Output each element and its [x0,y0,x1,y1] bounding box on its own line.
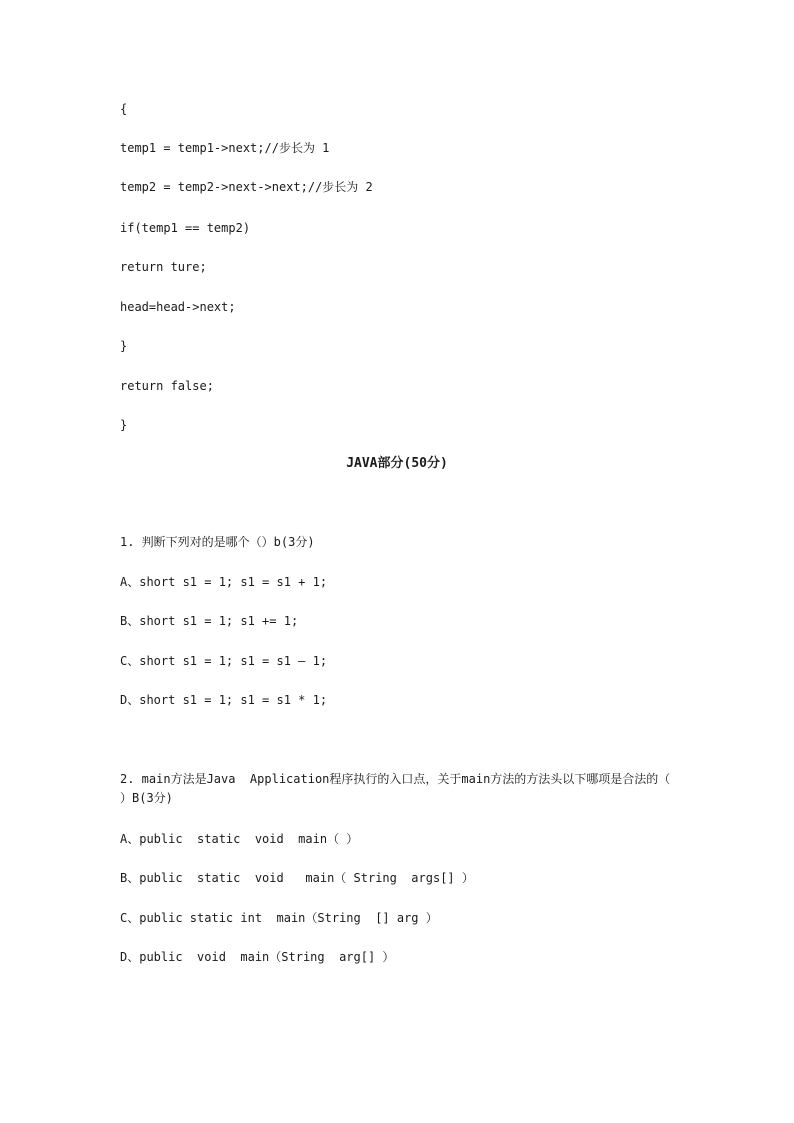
question-1-option-d: D、short s1 = 1; s1 = s1 * 1; [120,693,328,707]
question-2-stem: 2. main方法是Java Application程序执行的入口点，关于main方法的方法头以下哪项是合法的（ ）B(3分) [120,772,707,805]
question-1-option-a: A、short s1 = 1; s1 = s1 + 1; [120,575,328,589]
code-line: } [120,339,128,353]
question-1-stem: 1. 判断下列对的是哪个（）b(3分) [120,535,315,549]
section-title: JAVA部分(50分) [346,456,448,471]
code-line: return ture; [120,260,207,274]
question-2-option-b: B、public static void main（ String args[] ） [120,871,474,885]
code-line: return false; [120,379,214,393]
code-line: head=head->next; [120,300,236,314]
code-line: temp2 = temp2->next->next;//步长为 2 [120,180,373,194]
code-line: { [120,102,128,116]
code-line: } [120,418,128,432]
code-line: if(temp1 == temp2) [120,221,251,235]
question-2-option-a: A、public static void main（ ） [120,832,359,846]
question-1-option-c: C、short s1 = 1; s1 = s1 – 1; [120,654,328,668]
code-line: temp1 = temp1->next;//步长为 1 [120,141,330,155]
question-1-option-b: B、short s1 = 1; s1 += 1; [120,614,299,628]
question-2-option-c: C、public static int main（String [] arg ） [120,911,438,925]
question-2-option-d: D、public void main（String arg[] ） [120,950,395,964]
